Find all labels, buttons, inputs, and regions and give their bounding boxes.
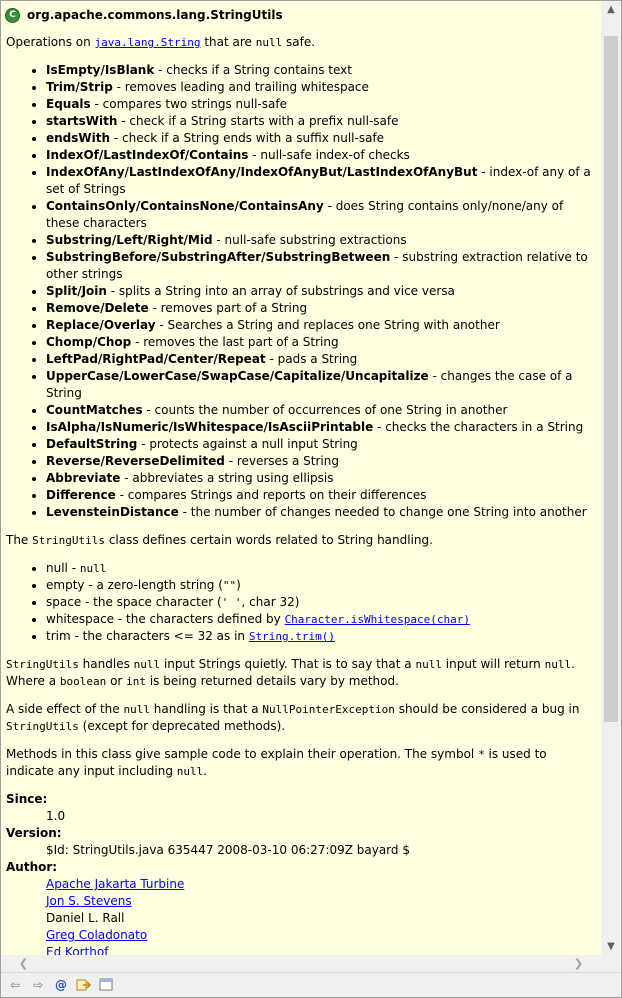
feature-item bbox=[46, 368, 598, 402]
methods-note-paragraph bbox=[6, 746, 598, 780]
feature-name: Substring/Left/Right/Mid bbox=[46, 233, 213, 247]
feature-desc: - does String contains only/none/any of these characters bbox=[46, 199, 564, 230]
feature-item bbox=[46, 300, 598, 317]
feature-desc: - splits a String into an array of substrings and vice versa bbox=[106, 284, 455, 298]
feature-desc: - check if a String starts with a prefix null-safe bbox=[117, 114, 399, 128]
word-text: empty - a zero-length string ( bbox=[46, 578, 223, 592]
horizontal-scrollbar[interactable] bbox=[1, 955, 601, 972]
class-title: org.apache.commons.lang.StringUtils bbox=[27, 8, 283, 22]
text: (except for deprecated methods). bbox=[78, 719, 286, 733]
feature-desc: - removes part of a String bbox=[148, 301, 308, 315]
word-text: whitespace - the characters defined by bbox=[46, 612, 285, 626]
word-null bbox=[46, 560, 598, 577]
back-icon[interactable]: ⇦ bbox=[9, 978, 21, 992]
feature-item bbox=[46, 79, 598, 96]
vertical-scrollbar[interactable] bbox=[601, 1, 621, 955]
feature-name: IsEmpty/IsBlank bbox=[46, 63, 155, 77]
feature-desc: - abbreviates a string using ellipsis bbox=[120, 471, 334, 485]
feature-desc: - substring extraction relative to other strings bbox=[46, 250, 588, 281]
feature-item bbox=[46, 96, 598, 113]
feature-name: UpperCase/LowerCase/SwapCase/Capitalize/Uncapitalize bbox=[46, 369, 429, 383]
open-declaration-icon[interactable] bbox=[74, 975, 94, 995]
feature-desc: - null-safe substring extractions bbox=[212, 233, 407, 247]
feature-desc: - pads a String bbox=[265, 352, 358, 366]
intro-text: safe. bbox=[282, 35, 316, 49]
code: null bbox=[133, 658, 161, 671]
feature-name: DefaultString bbox=[46, 437, 138, 451]
feature-desc: - check if a String ends with a suffix null-safe bbox=[110, 131, 385, 145]
version-label: Version: bbox=[6, 826, 62, 840]
feature-desc: - null-safe index-of checks bbox=[248, 148, 410, 162]
handles-paragraph bbox=[6, 656, 598, 690]
code: boolean bbox=[59, 675, 107, 688]
intro-text: that are bbox=[200, 35, 256, 49]
intro-paragraph bbox=[6, 34, 598, 51]
class-icon: C bbox=[5, 8, 20, 23]
feature-item bbox=[46, 232, 598, 249]
feature-name: Abbreviate bbox=[46, 471, 121, 485]
feature-name: endsWith bbox=[46, 131, 111, 145]
text: . bbox=[203, 764, 208, 778]
scroll-left-icon[interactable]: ❮ bbox=[18, 957, 29, 970]
feature-item bbox=[46, 130, 598, 147]
javadoc-content bbox=[1, 1, 601, 955]
feature-desc: - index-of any of a set of Strings bbox=[46, 165, 591, 196]
defines-text: class defines certain words related to String handling. bbox=[105, 533, 433, 547]
word-space bbox=[46, 594, 598, 611]
java-lang-string-link[interactable]: java.lang.String bbox=[94, 36, 201, 49]
defines-paragraph bbox=[6, 532, 598, 549]
code: StringUtils bbox=[6, 720, 79, 733]
feature-item bbox=[46, 419, 598, 436]
word-trim bbox=[46, 628, 598, 645]
author-list bbox=[46, 876, 598, 955]
feature-item bbox=[46, 436, 598, 453]
at-icon[interactable]: @ bbox=[55, 978, 67, 992]
version-value: $Id: StringUtils.java 635447 2008-03-10 06:27:09Z bayard $ bbox=[46, 843, 410, 857]
feature-item bbox=[46, 504, 598, 521]
title-row bbox=[5, 6, 283, 24]
feature-name: Chomp/Chop bbox=[46, 335, 132, 349]
author-name: Daniel L. Rall bbox=[46, 911, 125, 925]
feature-item bbox=[46, 317, 598, 334]
feature-name: LevensteinDistance bbox=[46, 505, 179, 519]
text: A side effect of the bbox=[6, 702, 124, 716]
forward-icon[interactable]: ⇨ bbox=[32, 978, 44, 992]
feature-name: LeftPad/RightPad/Center/Repeat bbox=[46, 352, 266, 366]
text: or bbox=[106, 674, 127, 688]
feature-item bbox=[46, 453, 598, 470]
word-text: space - the space character ( bbox=[46, 595, 222, 609]
feature-list bbox=[6, 62, 598, 521]
author-link[interactable]: Greg Coladonato bbox=[46, 928, 148, 942]
feature-desc: - compares two strings null-safe bbox=[90, 97, 287, 111]
feature-desc: - compares Strings and reports on their differences bbox=[115, 488, 427, 502]
code: * bbox=[478, 748, 485, 761]
feature-name: IndexOfAny/LastIndexOfAny/IndexOfAnyBut/LastIndexOfAnyBut bbox=[46, 165, 478, 179]
text: handling is that a bbox=[149, 702, 263, 716]
feature-name: Split/Join bbox=[46, 284, 107, 298]
javadoc-toolbar bbox=[1, 972, 621, 997]
feature-item bbox=[46, 164, 598, 198]
code: int bbox=[126, 675, 147, 688]
author-link[interactable]: Ed Korthof bbox=[46, 945, 109, 955]
code: null bbox=[544, 658, 572, 671]
feature-name: ContainsOnly/ContainsNone/ContainsAny bbox=[46, 199, 324, 213]
feature-name: Reverse/ReverseDelimited bbox=[46, 454, 225, 468]
feature-name: IndexOf/LastIndexOf/Contains bbox=[46, 148, 249, 162]
feature-name: Equals bbox=[46, 97, 91, 111]
feature-name: Trim/Strip bbox=[46, 80, 113, 94]
defines-code: StringUtils bbox=[32, 534, 105, 547]
word-code: "" bbox=[222, 579, 237, 592]
feature-desc: - counts the number of occurrences of one String in another bbox=[142, 403, 508, 417]
text: input will return bbox=[441, 657, 545, 671]
word-whitespace bbox=[46, 611, 598, 628]
code: null bbox=[415, 658, 442, 671]
author-link[interactable]: Apache Jakarta Turbine bbox=[46, 877, 185, 891]
feature-item bbox=[46, 198, 598, 232]
scroll-thumb[interactable] bbox=[604, 36, 618, 722]
text: is used to indicate any input including bbox=[6, 747, 547, 778]
code: null bbox=[123, 703, 150, 716]
intro-code: null bbox=[255, 36, 283, 49]
feature-desc: - removes leading and trailing whitespace bbox=[112, 80, 369, 94]
feature-name: Remove/Delete bbox=[46, 301, 149, 315]
text: should be considered a bug in bbox=[394, 702, 580, 716]
feature-desc: - the number of changes needed to change one String into another bbox=[178, 505, 587, 519]
scroll-right-icon[interactable]: ❯ bbox=[573, 957, 584, 970]
feature-item bbox=[46, 351, 598, 368]
feature-desc: - changes the case of a String bbox=[46, 369, 573, 400]
feature-desc: - checks the characters in a String bbox=[373, 420, 584, 434]
feature-item bbox=[46, 470, 598, 487]
text: . Where a bbox=[6, 657, 575, 688]
intro-text: Operations on bbox=[6, 35, 95, 49]
code: NullPointerException bbox=[262, 703, 395, 716]
word-text: trim - the characters <= 32 as in bbox=[46, 629, 249, 643]
feature-item bbox=[46, 283, 598, 300]
code: null bbox=[176, 765, 204, 778]
scroll-down-icon[interactable]: ▼ bbox=[607, 941, 615, 952]
since-value: 1.0 bbox=[46, 809, 66, 823]
feature-desc: - reverses a String bbox=[224, 454, 339, 468]
is-whitespace-link[interactable]: Character.isWhitespace(char) bbox=[284, 613, 470, 626]
text: Methods in this class give sample code to explain their operation. The symbol bbox=[6, 747, 479, 761]
feature-desc: - removes the last part of a String bbox=[131, 335, 339, 349]
feature-desc: - checks if a String contains text bbox=[154, 63, 352, 77]
word-empty bbox=[46, 577, 598, 594]
feature-name: startsWith bbox=[46, 114, 118, 128]
text: handles bbox=[78, 657, 134, 671]
since-label: Since: bbox=[6, 792, 48, 806]
side-effect-paragraph bbox=[6, 701, 598, 735]
word-text: , char 32) bbox=[241, 595, 300, 609]
feature-desc: - protects against a null input String bbox=[137, 437, 358, 451]
text: input Strings quietly. That is to say that a bbox=[160, 657, 416, 671]
feature-name: Difference bbox=[46, 488, 116, 502]
word-code: ' ' bbox=[221, 596, 242, 609]
word-text: ) bbox=[236, 578, 241, 592]
defines-text: The bbox=[6, 533, 33, 547]
feature-name: Replace/Overlay bbox=[46, 318, 156, 332]
feature-item bbox=[46, 402, 598, 419]
feature-item bbox=[46, 113, 598, 130]
feature-item bbox=[46, 147, 598, 164]
word-code: null bbox=[79, 562, 107, 575]
author-label: Author: bbox=[6, 860, 58, 874]
feature-name: CountMatches bbox=[46, 403, 143, 417]
feature-item bbox=[46, 249, 598, 283]
feature-item bbox=[46, 487, 598, 504]
feature-desc: - Searches a String and replaces one String with another bbox=[155, 318, 500, 332]
tag-list bbox=[6, 791, 598, 955]
word-text: null - bbox=[46, 561, 80, 575]
feature-item bbox=[46, 334, 598, 351]
feature-name: SubstringBefore/SubstringAfter/SubstringBetween bbox=[46, 250, 391, 264]
feature-item bbox=[46, 62, 598, 79]
text: is being returned details vary by method. bbox=[146, 674, 399, 688]
string-trim-link[interactable]: String.trim() bbox=[248, 630, 335, 643]
author-link[interactable]: Jon S. Stevens bbox=[46, 894, 132, 908]
scroll-up-icon[interactable]: ▲ bbox=[607, 4, 615, 15]
javadoc-body bbox=[6, 34, 598, 955]
open-external-icon[interactable] bbox=[97, 975, 117, 995]
scrollbar-corner bbox=[601, 955, 621, 972]
feature-name: IsAlpha/IsNumeric/IsWhitespace/IsAsciiPrintable bbox=[46, 420, 374, 434]
code: StringUtils bbox=[6, 658, 79, 671]
words-list bbox=[6, 560, 598, 645]
